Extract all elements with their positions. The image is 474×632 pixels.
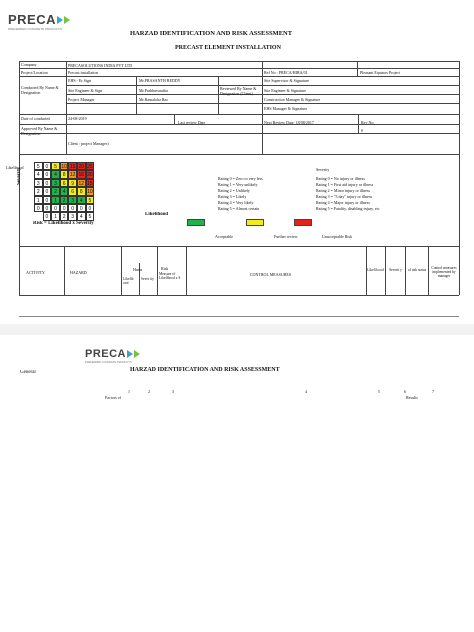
column-number: 6 bbox=[404, 389, 406, 394]
matrix-cell: 5 bbox=[51, 162, 60, 170]
matrix-cell: 0 bbox=[51, 204, 60, 212]
matrix-col-label: 5 bbox=[86, 212, 95, 220]
matrix-cell: 0 bbox=[43, 179, 52, 187]
matrix-cell: 8 bbox=[60, 170, 69, 178]
matrix-cell: 1 bbox=[51, 196, 60, 204]
matrix-cell: 6 bbox=[68, 187, 77, 195]
likelihood-rating: Rating 5 = Almost certain bbox=[218, 206, 260, 211]
column-number: 7 bbox=[432, 389, 434, 394]
chevron-icon bbox=[134, 350, 140, 358]
matrix-col-label: 2 bbox=[60, 212, 69, 220]
document-page-1: PRECA PREFERRED CONCRETE PRODUCTS HARZAD IDENTIFICATION AND RISK ASSESSMENT PRECAST ELEMENT INSTALLATION Company PRECASOLUTIONS INDIA PVT LTD Project/Location Precast installation Ref No : PRECA/HIRA/01 Pleasant Equinox Project Conducted By Name & Designation EHS - Er Sign Mr.PRASANTH REDDY Site Engineer & Sign Mr.Prabhuvaratha Project Manager Mr.Ramaloka Rao Reviewed By Name & Designation (Client) Site Supervisor & Signature Site Engineer & Signature Construction Manager & Signature EHS Manager & Signature Date of conducted 24-08-2019 Last review Date Next Review Date: 18/08/2017 Rev No: Approved By Name & Designation 0 Client : project Manager) Likelihood Severity 5 0 5 10 15 20 25 4 0 4 8 12 16 20 3 0 3 6 9 12 15 2 0 2 4 6 8 10 1 0 1 2 3 4 5 0 0 0 0 0 0 0 0 1 2 3 4 5 Likelihood Risk = Likelihood x Severity Rating 0 = Zero to very less Rating 1 = Very unlikely Rating 2 = Unlikely Rating 3 = Likely Rating 4 = Very likely Rating 5 = Almost certain Severity Rating 0 = No injury or illness Rating 1 = First aid injury or illness Rating 2 = Minor injury or illness Rating 3 = "3 day" injury or illness Rating 4 = Major injury or illness Rating 5 = Fatality, disabling injury, etc Acceptable Further review Unacceptable Risk ACTIVITY HAZARD Harm Likelih ood Sever ity Risk Measure of Likelihood x S CONTROL MEASURES Likelih ood Severit y of risk status Control measures implemented by manager bbox=[0, 0, 474, 324]
legend-label: Acceptable bbox=[215, 234, 233, 239]
column-number: 1 bbox=[128, 389, 130, 394]
matrix-cell: 15 bbox=[69, 164, 76, 170]
matrix-cell: 12 bbox=[78, 180, 85, 187]
matrix-cell: 4 bbox=[60, 187, 69, 195]
matrix-cell: 0 bbox=[68, 204, 77, 212]
page-subtitle: PRECAST ELEMENT INSTALLATION bbox=[175, 45, 281, 51]
preca-logo: PRECA PREFERRED CONCRETE PRODUCTS bbox=[8, 12, 70, 27]
column-number: 4 bbox=[305, 389, 307, 394]
matrix-cell: 15 bbox=[87, 180, 93, 187]
matrix-cell: 8 bbox=[77, 187, 86, 195]
matrix-cell: 0 bbox=[43, 196, 52, 204]
matrix-cell: 2 bbox=[60, 196, 69, 204]
matrix-cell: 25 bbox=[87, 164, 93, 170]
column-number: 5 bbox=[378, 389, 380, 394]
matrix-row-label: 2 bbox=[34, 187, 43, 195]
severity-rating: Rating 2 = Minor injury or illness bbox=[316, 188, 371, 193]
matrix-cell: 0 bbox=[43, 162, 52, 170]
matrix-row-label: 4 bbox=[34, 170, 43, 178]
matrix-col-label: 3 bbox=[68, 212, 77, 220]
matrix-cell: 12 bbox=[69, 172, 76, 179]
matrix-cell: 4 bbox=[51, 170, 60, 178]
likelihood-rating: Rating 2 = Unlikely bbox=[218, 188, 250, 193]
matrix-cell: 0 bbox=[60, 204, 69, 212]
matrix-cell: 10 bbox=[87, 189, 93, 196]
document-page-2: PRECA PREFERRED CONCRETE PRODUCTS HARZAD IDENTIFICATION AND RISK ASSESSMENT General 1 2 3 4 5 6 7 Factors of Results bbox=[0, 335, 474, 632]
matrix-cell: 0 bbox=[77, 204, 86, 212]
severity-rating: Rating 4 = Major injury or illness bbox=[316, 200, 370, 205]
page-title: HARZAD IDENTIFICATION AND RISK ASSESSMENT bbox=[130, 367, 280, 373]
legend-swatch bbox=[187, 219, 205, 226]
matrix-cell: 10 bbox=[61, 164, 67, 170]
matrix-row-label: 0 bbox=[34, 204, 43, 212]
legend-swatch bbox=[294, 219, 312, 226]
matrix-cell: 20 bbox=[87, 172, 93, 179]
legend-label: Further review bbox=[274, 234, 298, 239]
matrix-cell: 3 bbox=[51, 179, 60, 187]
matrix-cell: 5 bbox=[86, 196, 95, 204]
matrix-row-label: 1 bbox=[34, 196, 43, 204]
severity-rating: Rating 0 = No injury or illness bbox=[316, 176, 365, 181]
preca-logo: PRECA PREFERRED CONCRETE PRODUCTS bbox=[85, 348, 140, 360]
matrix-col-label: 4 bbox=[77, 212, 86, 220]
matrix-cell: 16 bbox=[78, 172, 85, 179]
matrix-cell: 6 bbox=[60, 179, 69, 187]
matrix-cell: 0 bbox=[86, 204, 95, 212]
chevron-icon bbox=[57, 16, 63, 24]
matrix-col-label: 0 bbox=[43, 212, 52, 220]
likelihood-rating: Rating 0 = Zero to very less bbox=[218, 176, 263, 181]
matrix-row-label: 3 bbox=[34, 179, 43, 187]
page-title: HARZAD IDENTIFICATION AND RISK ASSESSMENT bbox=[130, 30, 293, 37]
legend-label: Unacceptable Risk bbox=[322, 234, 353, 239]
likelihood-rating: Rating 4 = Very likely bbox=[218, 200, 254, 205]
likelihood-rating: Rating 1 = Very unlikely bbox=[218, 182, 258, 187]
matrix-row-label: 5 bbox=[34, 162, 43, 170]
severity-rating: Rating 1 = First aid injury or illness bbox=[316, 182, 374, 187]
chevron-icon bbox=[127, 350, 133, 358]
matrix-cell: 0 bbox=[43, 187, 52, 195]
legend-swatch bbox=[246, 219, 264, 226]
matrix-cell: 20 bbox=[78, 164, 85, 170]
likelihood-rating: Rating 3 = Likely bbox=[218, 194, 247, 199]
matrix-cell: 4 bbox=[77, 196, 86, 204]
matrix-col-label: 1 bbox=[51, 212, 60, 220]
matrix-cell: 0 bbox=[43, 204, 52, 212]
severity-rating: Rating 3 = "3 day" injury or illness bbox=[316, 194, 373, 199]
matrix-cell: 0 bbox=[43, 170, 52, 178]
matrix-cell: 2 bbox=[51, 187, 60, 195]
column-number: 2 bbox=[148, 389, 150, 394]
chevron-icon bbox=[64, 16, 70, 24]
severity-rating: Rating 5 = Fatality, disabling injury, etc bbox=[316, 206, 380, 211]
matrix-cell: 3 bbox=[68, 196, 77, 204]
matrix-cell: 9 bbox=[68, 179, 77, 187]
column-number: 3 bbox=[172, 389, 174, 394]
